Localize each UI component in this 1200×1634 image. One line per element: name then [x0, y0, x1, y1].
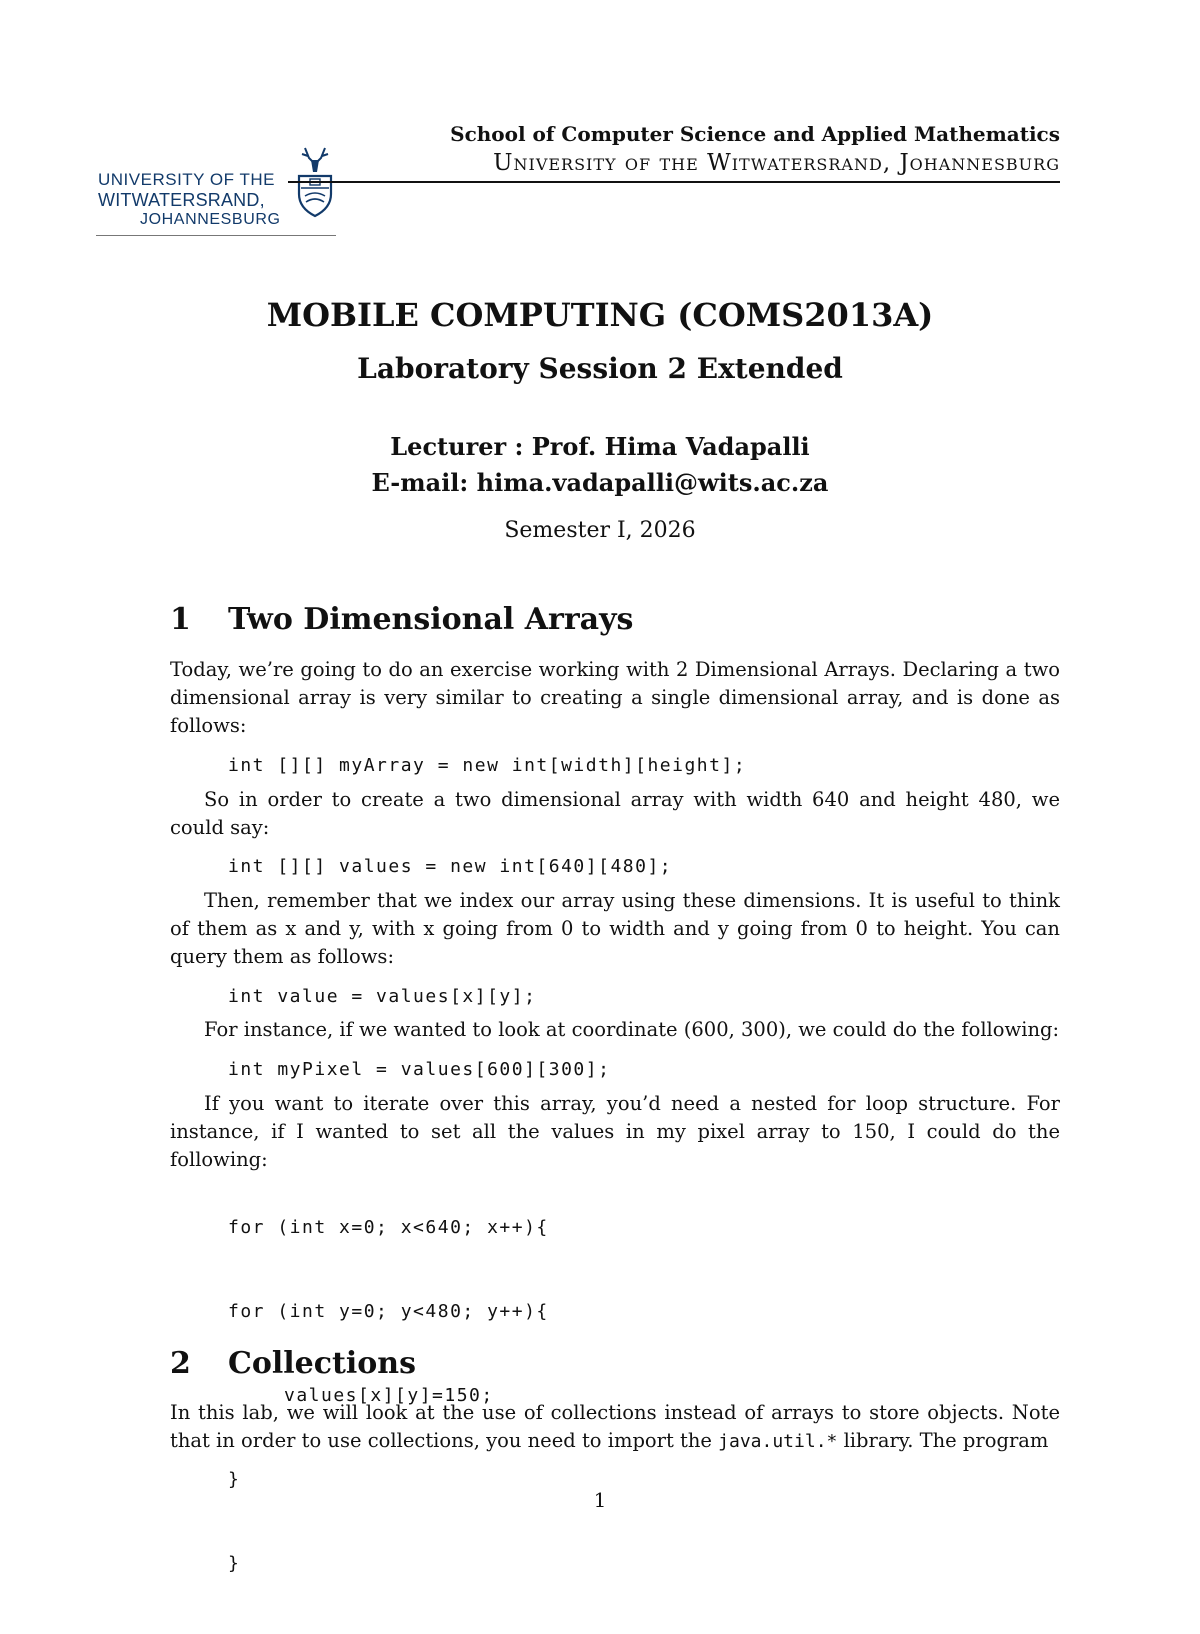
code-nested-loop — [228, 1158, 549, 1634]
section-2-number: 2 — [170, 1346, 191, 1381]
logo-line-2: WITWATERSRAND, — [98, 190, 265, 210]
logo-underline — [96, 235, 336, 236]
section-1-number: 1 — [170, 602, 191, 637]
page-number: 1 — [593, 1488, 607, 1512]
inline-code-java-util: java.util.* — [718, 1431, 838, 1452]
section-1-paragraph-4: For instance, if we wanted to look at coordinate (600, 300), we could do the following: — [204, 1018, 1060, 1041]
school-name: School of Computer Science and Applied Mathematics — [450, 122, 1060, 146]
lecturer-line: Lecturer : Prof. Hima Vadapalli — [390, 432, 810, 461]
logo-line-3: JOHANNESBURG — [140, 211, 281, 228]
code-query-value: int value = values[x][y]; — [228, 986, 537, 1007]
logo-line-1: UNIVERSITY OF THE — [98, 170, 275, 189]
section-1-paragraph-1: Today, we’re going to do an exercise working with 2 Dimensional Arrays. Declaring a two dimensional array is very similar to creating a single dimensional array, and is done as follows: — [170, 658, 1060, 737]
semester-line: Semester I, 2026 — [504, 518, 696, 543]
section-1-heading — [170, 602, 633, 637]
section-1-paragraph-2: So in order to create a two dimensional array with width 640 and height 480, we could say: — [170, 788, 1060, 839]
section-1-paragraph-3: Then, remember that we index our array using these dimensions. It is useful to think of them as x and y, with x going from 0 to width and y going from 0 to height. You can query them as follows: — [170, 889, 1060, 968]
section-2-title: Collections — [228, 1346, 416, 1381]
code-line: } — [228, 1469, 241, 1490]
code-line: values[x][y]=150; — [284, 1385, 494, 1406]
section-1-title: Two Dimensional Arrays — [228, 602, 634, 637]
section-2-heading — [170, 1346, 416, 1381]
code-declare-array: int [][] myArray = new int[width][height]; — [228, 755, 747, 776]
university-name: University of the Witwatersrand, Johannesburg — [493, 150, 1060, 176]
section-2-text-before: In this lab, we will look at the use of collections instead of arrays to store objects. Note that in order to use collections, you need to import the — [170, 1401, 1060, 1452]
code-my-pixel: int myPixel = values[600][300]; — [228, 1059, 611, 1080]
section-1-paragraph-5: If you want to iterate over this array, you’d need a nested for loop structure. For instance, if I wanted to set all the values in my pixel array to 150, I could do the following: — [170, 1092, 1060, 1171]
course-title: MOBILE COMPUTING (COMS2013A) — [266, 296, 934, 334]
code-line: } — [228, 1553, 241, 1574]
section-2-paragraph-1 — [170, 1399, 1060, 1456]
logo-wordmark — [98, 170, 298, 230]
header-rule — [288, 181, 1060, 183]
code-line: for (int x=0; x<640; x++){ — [228, 1217, 549, 1238]
section-2-text-after: library. The program — [837, 1429, 1049, 1452]
lab-title: Laboratory Session 2 Extended — [357, 352, 843, 385]
code-line: for (int y=0; y<480; y++){ — [228, 1301, 549, 1322]
email-line: E-mail: hima.vadapalli@wits.ac.za — [371, 468, 829, 497]
code-create-values: int [][] values = new int[640][480]; — [228, 856, 673, 877]
university-logo — [96, 146, 336, 238]
